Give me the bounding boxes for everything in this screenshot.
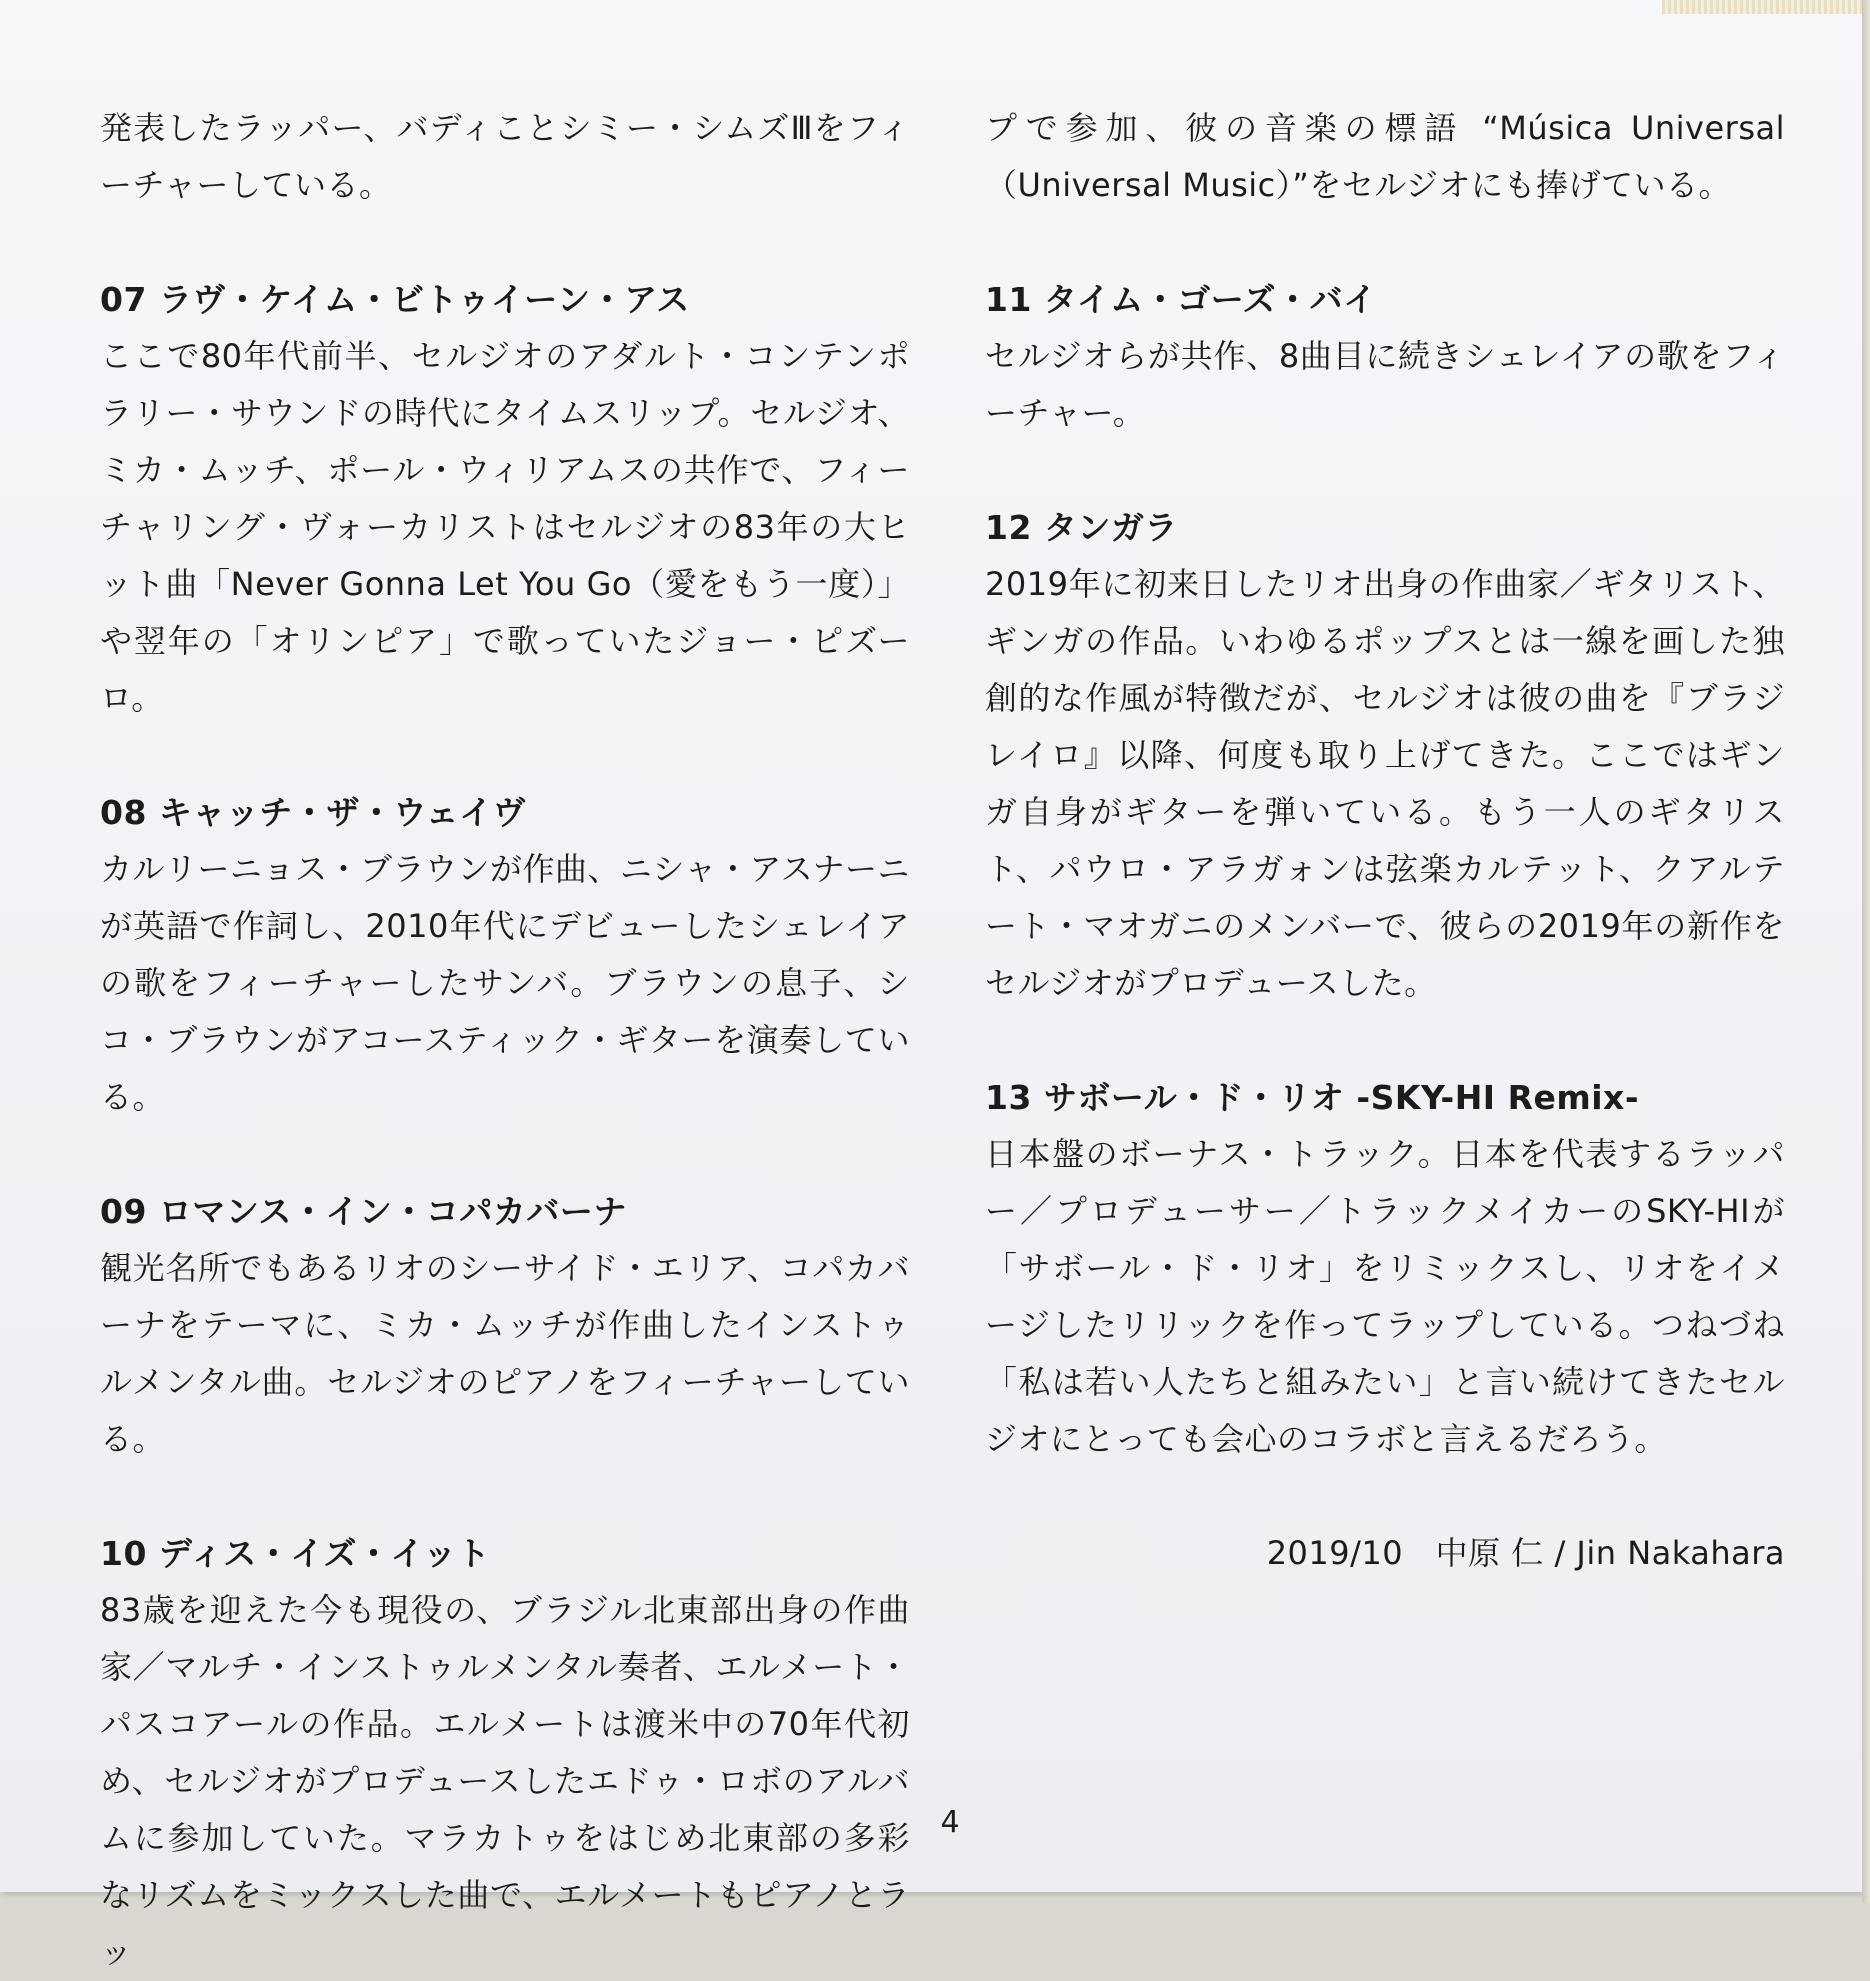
left-column xyxy=(100,100,910,1981)
track-11-text: セルジオらが共作、8曲目に続きシェレイアの歌をフィーチャー。 xyxy=(985,337,1785,432)
track-07-text: ここで80年代前半、セルジオのアダルト・コンテンポラリー・サウンドの時代にタイムスリップ。セルジオ、ミカ・ムッチ、ポール・ウィリアムスの共作で、フィーチャリング・ヴォーカリストはセルジオの83年の大ヒット曲「Never Gonna Let You Go（愛をもう一度）」や翌年の「オリンピア」で歌っていたジョー・ピズーロ。 xyxy=(100,337,910,717)
spacer xyxy=(985,1468,1785,1525)
page-edge-right xyxy=(1862,0,1870,1903)
track-12-title: 12 タンガラ xyxy=(985,508,1178,547)
track-12-text: 2019年に初来日したリオ出身の作曲家／ギタリスト、ギンガの作品。いわゆるポップスとは一線を画した独創的な作風が特徴だが、セルジオは彼の曲を『ブラジレイロ』以降、何度も取り上げてきた。ここではギンガ自身がギターを弾いている。もう一人のギタリスト、パウロ・アラガォンは弦楽カルテット、クアルテート・マオガニのメンバーで、彼らの2019年の新作をセルジオがプロデュースした。 xyxy=(985,565,1785,1002)
track-13-text: 日本盤のボーナス・トラック。日本を代表するラッパー／プロデューサー／トラックメイカーのSKY-HIが「サボール・ド・リオ」をリミックスし、リオをイメージしたリリックを作ってラップしている。つねづね「私は若い人たちと組みたい」と言い続けてきたセルジオにとっても会心のコラボと言えるだろう。 xyxy=(985,1135,1785,1458)
track-08-text: カルリーニョス・ブラウンが作曲、ニシャ・アスナーニが英語で作詞し、2010年代にデビューしたシェレイアの歌をフィーチャーしたサンバ。ブラウンの息子、シコ・ブラウンがアコースティック・ギターを演奏している。 xyxy=(100,850,910,1116)
author-credit: 2019/10 中原 仁 / Jin Nakahara xyxy=(1266,1534,1785,1572)
left-intro-text: 発表したラッパー、バディことシミー・シムズⅢをフィーチャーしている。 xyxy=(100,109,910,204)
spacer xyxy=(100,214,910,271)
track-11-title: 11 タイム・ゴーズ・バイ xyxy=(985,280,1377,319)
spacer xyxy=(985,442,1785,499)
spacer xyxy=(985,1012,1785,1069)
page-edge-top xyxy=(1662,0,1862,14)
track-07-title: 07 ラヴ・ケイム・ビトゥイーン・アス xyxy=(100,280,690,319)
track-09-text: 観光名所でもあるリオのシーサイド・エリア、コパカバーナをテーマに、ミカ・ムッチが作曲したインストゥルメンタル曲。セルジオのピアノをフィーチャーしている。 xyxy=(100,1249,910,1458)
track-13-title: 13 サボール・ド・リオ -SKY-HI Remix- xyxy=(985,1078,1640,1117)
track-10-text: 83歳を迎えた今も現役の、ブラジル北東部出身の作曲家／マルチ・インストゥルメンタル奏者、エルメート・パスコアールの作品。エルメートは渡米中の70年代初め、セルジオがプロデュースしたエドゥ・ロボのアルバムに参加していた。マラカトゥをはじめ北東部の多彩なリズムをミックスした曲で、エルメートもピアノとラッ xyxy=(100,1591,910,1971)
spacer xyxy=(100,727,910,784)
spacer xyxy=(985,214,1785,271)
track-08-title: 08 キャッチ・ザ・ウェイヴ xyxy=(100,793,527,832)
track-09-title: 09 ロマンス・イン・コパカバーナ xyxy=(100,1192,627,1231)
right-column xyxy=(985,100,1785,1582)
page-number: 4 xyxy=(940,1805,960,1840)
right-intro-text: プで参加、彼の音楽の標語 “Música Universal（Universal Music）”をセルジオにも捧げている。 xyxy=(985,109,1785,204)
spacer xyxy=(100,1468,910,1525)
spacer xyxy=(100,1126,910,1183)
track-10-title: 10 ディス・イズ・イット xyxy=(100,1534,491,1573)
